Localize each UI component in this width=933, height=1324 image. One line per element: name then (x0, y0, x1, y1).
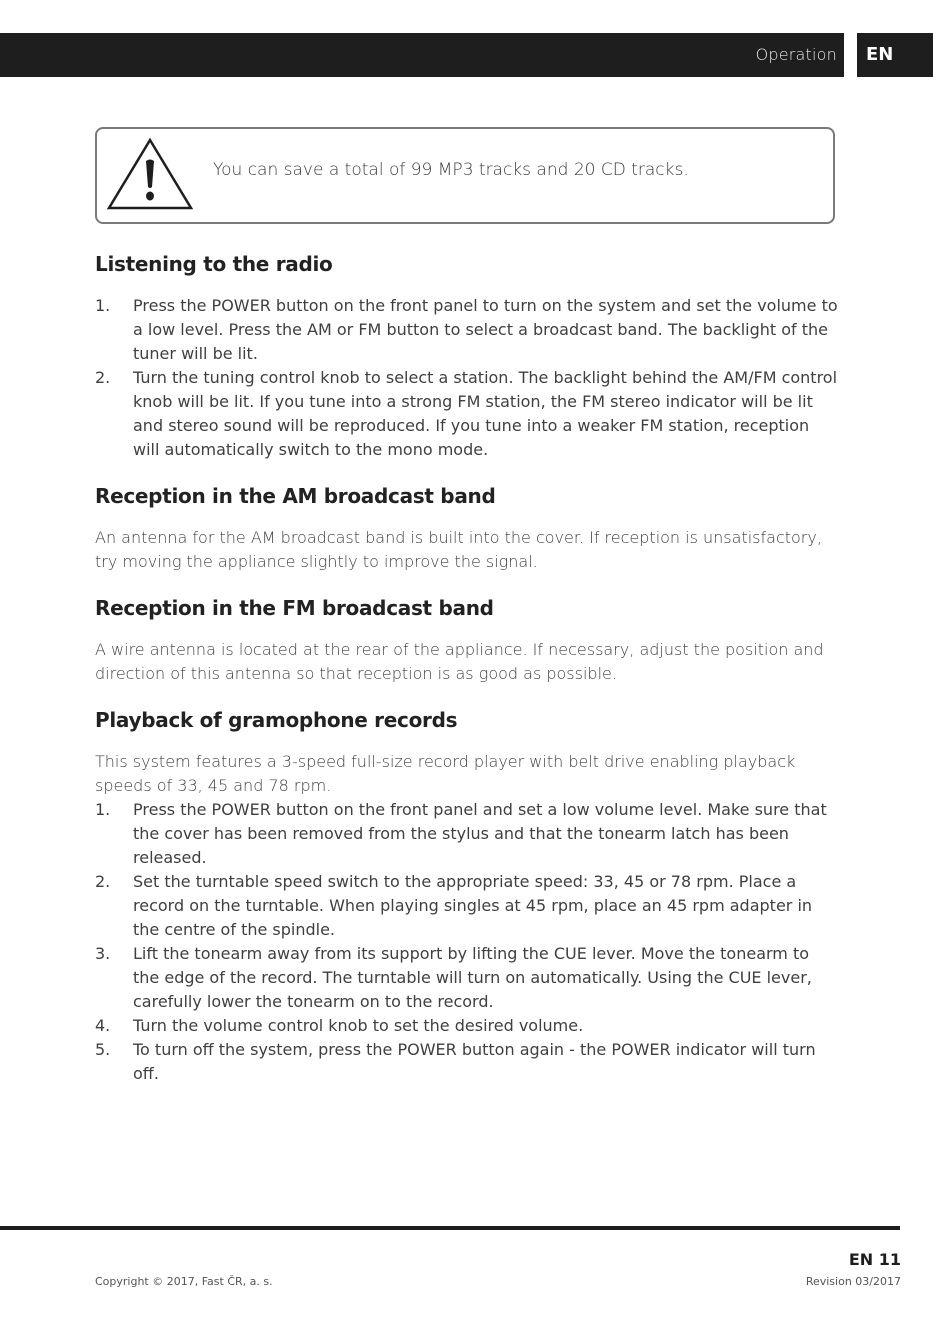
header-section-title: Operation (755, 45, 837, 64)
section-fm (95, 596, 840, 686)
step-number: 1. (95, 800, 111, 819)
step-text: Lift the tonearm away from its support by lifting the CUE lever. Move the tonearm to the edge of the record. The turntable will turn on automatically. Using the CUE lever, carefully lower the tonearm on to the record. (133, 944, 812, 1011)
step-number: 1. (95, 296, 111, 315)
step-text: Press the POWER button on the front panel to turn on the system and set the volume to a low level. Press the AM or FM button to select a broadcast band. The backlight of the tuner will be lit. (133, 296, 838, 363)
footer-rule (0, 1226, 900, 1230)
step-text: Press the POWER button on the front panel and set a low volume level. Make sure that the cover has been removed from the stylus and that the tonearm latch has been released. (133, 800, 827, 867)
language-label: EN (866, 44, 894, 65)
records-steps (95, 798, 840, 1086)
section-intro-records: This system features a 3-speed full-size record player with belt drive enabling playback speeds of 33, 45 and 78 rpm. (95, 752, 796, 795)
section-title-fm: Reception in the FM broadcast band (95, 596, 494, 620)
section-radio (95, 252, 840, 462)
step-number: 4. (95, 1016, 111, 1035)
step-text: Turn the volume control knob to set the desired volume. (133, 1016, 584, 1035)
list-item (95, 294, 840, 366)
section-title-radio: Listening to the radio (95, 252, 333, 276)
section-text-fm: A wire antenna is located at the rear of the appliance. If necessary, adjust the position and direction of this antenna so that reception is as good as possible. (95, 640, 824, 683)
step-text: Turn the tuning control knob to select a station. The backlight behind the AM/FM control knob will be lit. If you tune into a strong FM station, the FM stereo indicator will be lit and stereo sound will be reproduced. If you tune into a weaker FM station, reception will automatically switch to the mono mode. (133, 368, 838, 459)
list-item (95, 798, 840, 870)
warning-triangle-icon (106, 137, 194, 211)
step-number: 5. (95, 1040, 111, 1059)
step-number: 3. (95, 944, 111, 963)
header-bar (0, 33, 844, 77)
page-number: EN 11 (848, 1250, 901, 1269)
list-item (95, 1014, 840, 1038)
list-item (95, 366, 840, 462)
step-text: Set the turntable speed switch to the appropriate speed: 33, 45 or 78 rpm. Place a record on the turntable. When playing singles at 45 rpm, place an 45 rpm adapter in the centre of the spindle. (133, 872, 813, 939)
section-am (95, 484, 840, 574)
section-records (95, 708, 840, 1086)
list-item (95, 870, 840, 942)
section-title-am: Reception in the AM broadcast band (95, 484, 496, 508)
revision-text: Revision 03/2017 (805, 1275, 901, 1288)
section-title-records: Playback of gramophone records (95, 708, 458, 732)
radio-steps (95, 294, 840, 462)
step-number: 2. (95, 368, 111, 387)
list-item (95, 942, 840, 1014)
copyright-text: Copyright © 2017, Fast ČR, a. s. (95, 1275, 273, 1288)
notice-text: You can save a total of 99 MP3 tracks and 20 CD tracks. (213, 160, 689, 180)
list-item (95, 1038, 840, 1086)
step-text: To turn off the system, press the POWER button again - the POWER indicator will turn off. (133, 1040, 816, 1083)
main-content (95, 252, 840, 1108)
step-number: 2. (95, 872, 111, 891)
section-text-am: An antenna for the AM broadcast band is built into the cover. If reception is unsatisfactory, try moving the appliance slightly to improve the signal. (95, 528, 822, 571)
